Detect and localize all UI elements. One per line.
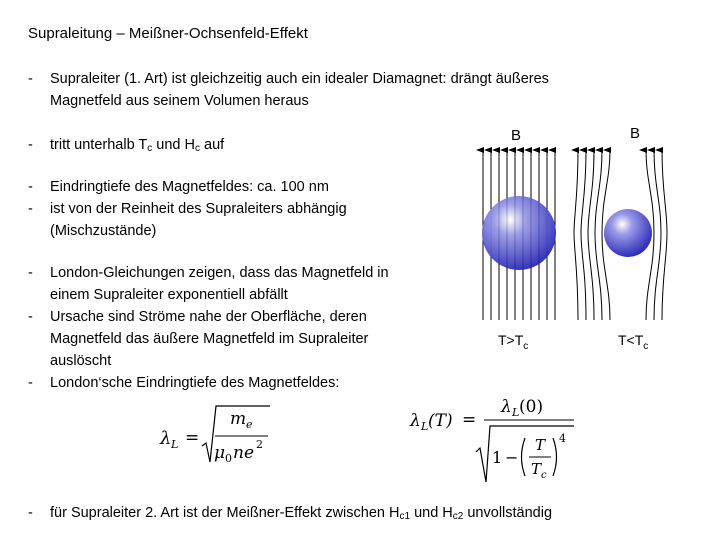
normal-state-panel — [482, 127, 556, 352]
formula-superscript: 2 — [256, 438, 263, 451]
formula-subscript: L — [512, 406, 520, 419]
normal-conductor-sphere — [482, 196, 556, 270]
bullet-text-line3: auslöscht — [50, 353, 112, 369]
bullet-text-line2: Magnetfeld aus seinem Volumen heraus — [50, 93, 309, 109]
bullet-text-line1 — [50, 134, 224, 160]
formula-subscript: L — [421, 420, 429, 433]
meissner-effect-figure — [470, 120, 670, 355]
temperature-depth-formula — [408, 392, 580, 484]
text-part: unvollständig — [463, 505, 553, 521]
condition-subscript: c — [523, 341, 529, 352]
formula-numerator-lambda: λ — [501, 397, 512, 417]
formula-t: T — [535, 436, 546, 454]
text-part: und H — [410, 505, 453, 521]
slide-title: Supraleitung – Meißner-Ochsenfeld-Effekt — [28, 25, 308, 42]
formula-mu: μ — [214, 443, 226, 463]
condition-subscript: c — [643, 341, 649, 352]
subscript: c — [195, 143, 200, 154]
london-depth-formula — [158, 400, 278, 470]
condition-text: T>T — [498, 332, 524, 348]
text-part: für Supraleiter 2. Art ist der Meißner-Effekt zwischen H — [50, 505, 400, 521]
field-label-right: B — [630, 125, 641, 142]
condition-label-right — [618, 332, 648, 352]
formula-numerator: m — [230, 409, 247, 429]
text-part: auf — [200, 137, 225, 153]
bullet-dash: - — [28, 505, 33, 521]
bullet-text-line2: einem Supraleiter exponentiell abfällt — [50, 287, 288, 303]
subscript: c1 — [399, 511, 411, 522]
superconductor-sphere — [604, 209, 652, 257]
text-part: tritt unterhalb T — [50, 137, 148, 153]
formula-equals: = — [462, 410, 477, 430]
formula-one: 1 — [492, 448, 503, 467]
bullet-text-line1: Supraleiter (1. Art) ist gleichzeitig auch ein idealer Diamagnet: drängt äußeres — [50, 71, 549, 87]
formula-subscript: L — [171, 438, 179, 451]
bullet-text-line2: Magnetfeld das äußere Magnetfeld im Supraleiter — [50, 331, 369, 347]
formula-argument: (T) — [428, 411, 453, 431]
bullet-text-line1: Ursache sind Ströme nahe der Oberfläche, deren — [50, 309, 367, 325]
bullet-text-line1 — [50, 502, 552, 528]
condition-label-left — [498, 332, 528, 352]
bullet-text-line1: London-Gleichungen zeigen, dass das Magnetfeld in — [50, 265, 389, 281]
superconducting-state-panel — [574, 125, 667, 352]
formula-minus: − — [505, 448, 519, 467]
bullet-dash: - — [28, 179, 33, 195]
bullet-text-line1: London‘sche Eindringtiefe des Magnetfeldes: — [50, 375, 340, 391]
bullet-dash: - — [28, 71, 33, 87]
formula-lambda: λ — [410, 411, 421, 431]
formula-subscript: 0 — [225, 452, 232, 465]
text-part: und H — [152, 137, 195, 153]
bullet-dash: - — [28, 375, 33, 391]
subscript: c2 — [452, 511, 464, 522]
formula-argument: (0) — [519, 397, 544, 417]
bullet-text-line1: ist von der Reinheit des Supraleiters abhängig — [50, 201, 347, 217]
field-label-left: B — [511, 127, 522, 144]
formula-tc: T — [531, 460, 542, 478]
bullet-dash: - — [28, 309, 33, 325]
paren-right — [553, 438, 557, 476]
formula-denominator: ne — [233, 443, 255, 463]
bullet-dash: - — [28, 265, 33, 281]
bullet-dash: - — [28, 201, 33, 217]
bullet-text-line1: Eindringtiefe des Magnetfeldes: ca. 100 nm — [50, 179, 329, 195]
formula-subscript: e — [246, 418, 253, 431]
formula-equals: = — [185, 428, 200, 448]
formula-exponent: 4 — [559, 432, 566, 445]
paren-left — [522, 438, 526, 476]
subscript: c — [147, 143, 153, 154]
bullet-text-line2: (Mischzustände) — [50, 223, 157, 239]
formula-lambda: λ — [160, 428, 172, 449]
bullet-dash: - — [28, 137, 33, 153]
formula-subscript: c — [541, 470, 547, 481]
condition-text: T<T — [618, 332, 644, 348]
